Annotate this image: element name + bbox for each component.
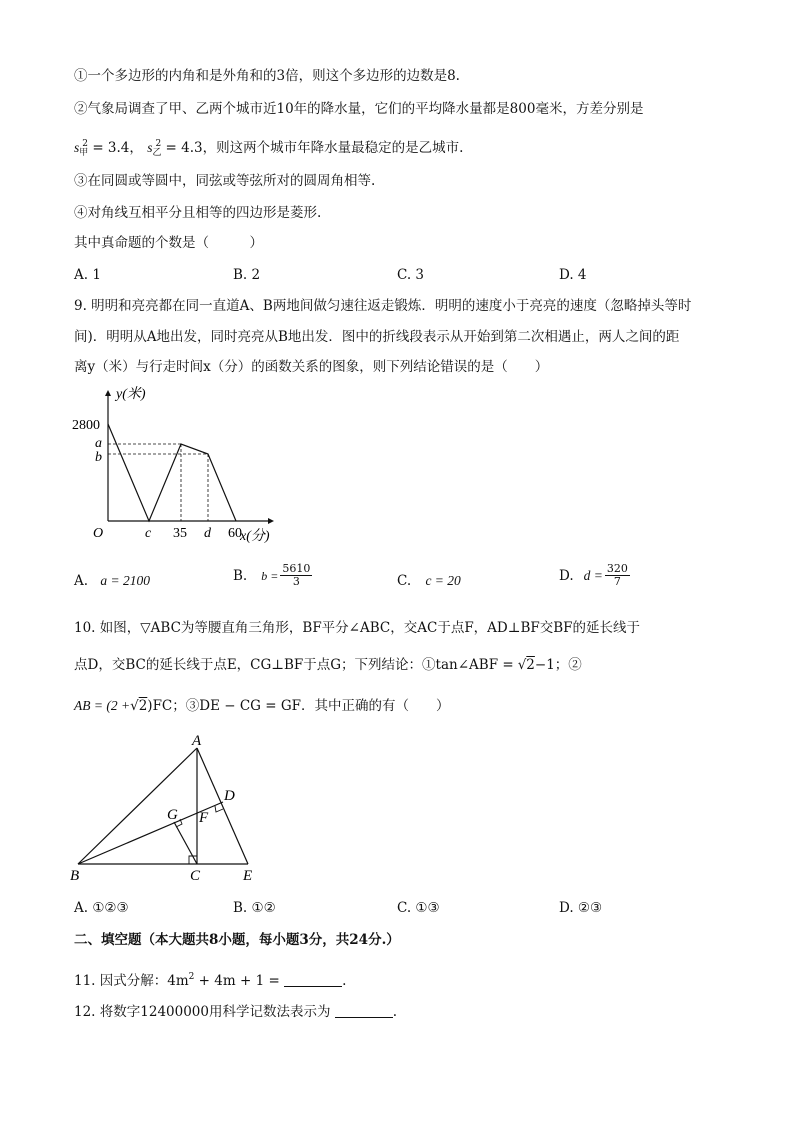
line-cg (174, 822, 197, 864)
point-e: E (243, 868, 253, 884)
point-a: A (192, 733, 202, 749)
point-c: C (190, 868, 201, 884)
statement-3: ③在同圆或等圆中，同弦或等弦所对的圆周角相等. (74, 173, 376, 189)
q8-option-c: C. 3 (397, 267, 425, 283)
tick-d: d (204, 526, 211, 541)
q8-option-a: A. 1 (74, 267, 101, 283)
q9-option-b: B. b = $\frac{5610}{3}$ (233, 562, 311, 588)
question-11: 11. 因式分解：$4m^2 + 4m + 1$ = . (74, 972, 347, 989)
statement-1: ①一个多边形的内角和是外角和的3倍，则这个多边形的边数是8. (74, 68, 460, 84)
q10-option-d: D. ②③ (559, 900, 603, 916)
line-ba (78, 748, 197, 864)
q10-option-b: B. ①② (233, 900, 276, 916)
section-2-heading: 二、填空题（本大题共8小题，每小题3分，共24分.） (74, 932, 400, 948)
statement-2-variance: $s_甲^2 = 3.4$， $s_乙^2 = 4.3$，则这两个城市年降水量最稳定的是乙城市. (74, 139, 464, 158)
question-10-line-1: 10. 如图，▽ABC为等腰直角三角形，BF平分∠ABC，交AC于点F，AD⊥BF交BF的延长线于 (74, 620, 641, 636)
question-9-line-1: 9. 明明和亮亮都在同一直道A、B两地间做匀速往返走锻炼．明明的速度小于亮亮的速度（忽略掉头等时 (74, 298, 692, 314)
tick-2800: 2800 (72, 418, 100, 433)
y-axis-arrow-icon (105, 390, 111, 396)
tick-60: 60 (228, 526, 242, 541)
tick-a: a (95, 436, 102, 451)
point-g: G (167, 807, 178, 823)
distance-polyline (108, 424, 236, 521)
q8-option-d: D. 4 (559, 267, 587, 283)
question-10-line-3: AB = (2 +√2)FC；③DE − CG = GF．其中正确的有（ ） (74, 698, 450, 714)
variance-jia: = 3.4， (92, 140, 143, 156)
tick-c: c (145, 526, 152, 541)
line-ae (197, 748, 248, 864)
y-axis-label: y(米) (116, 387, 146, 402)
q10-option-a: A. ①②③ (74, 900, 129, 916)
q8-option-b: B. 2 (233, 267, 261, 283)
tick-b: b (95, 450, 102, 465)
x-axis-label: x(分) (240, 529, 270, 544)
point-d: D (224, 788, 235, 804)
question-8-prompt: 其中真命题的个数是（ ） (74, 235, 263, 251)
statement-4: ④对角线互相平分且相等的四边形是菱形. (74, 205, 322, 221)
tick-35: 35 (173, 526, 187, 541)
x-axis-arrow-icon (268, 518, 274, 524)
statement-2: ②气象局调查了甲、乙两个城市近10年的降水量，它们的平均降水量都是800毫米，方差分别是 (74, 101, 644, 117)
q10-option-c: C. ①③ (397, 900, 440, 916)
question-9-line-2: 间)．明明从A地出发，同时亮亮从B地出发．图中的折线段表示从开始到第二次相遇止，两人之间的距 (74, 329, 680, 345)
q9-option-d: D. d = $\frac{320}{7}$ (559, 562, 628, 588)
point-b: B (70, 868, 80, 884)
question-9-line-3: 离y（米）与行走时间x（分）的函数关系的图象，则下列结论错误的是（ ） (74, 359, 549, 375)
question-12: 12. 将数字12400000用科学记数法表示为 . (74, 1004, 398, 1020)
q9-option-c: C. c = 20 (397, 573, 461, 589)
answer-blank-12[interactable] (335, 1004, 393, 1018)
q9-option-a: A. a = 2100 (74, 573, 150, 589)
question-10-line-2: 点D，交BC的延长线于点E，CG⊥BF于点G；下列结论：①tan∠ABF = √2−1；② (74, 657, 582, 673)
right-angle-d (215, 806, 223, 812)
q9-function-graph (60, 380, 300, 550)
variance-yi: = 4.3，则这两个城市年降水量最稳定的是乙城市. (165, 140, 464, 156)
q10-triangle-figure (66, 730, 276, 890)
answer-blank-11[interactable] (284, 973, 342, 987)
origin-label: O (93, 526, 104, 541)
point-f: F (199, 810, 209, 826)
